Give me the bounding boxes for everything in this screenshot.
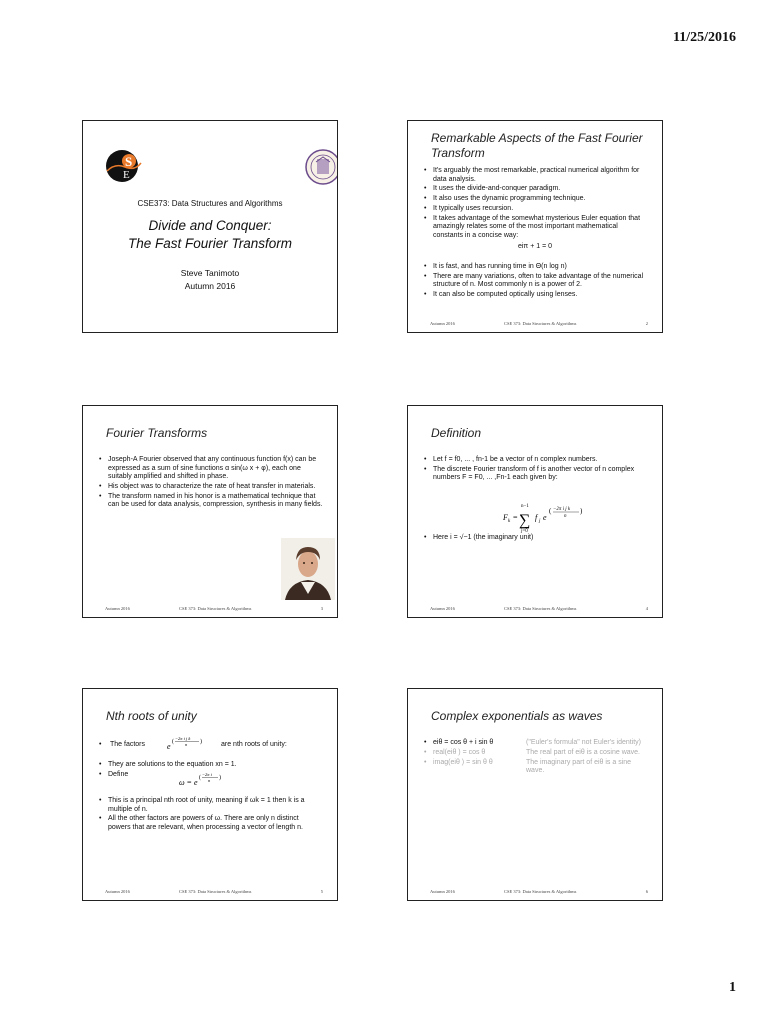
- list-item: • Define: [97, 771, 323, 780]
- list-item: • It typically uses recursion.: [422, 205, 648, 214]
- slide-title: Definition: [431, 426, 482, 440]
- list-item: • It can also be computed optically using lenses.: [422, 291, 648, 300]
- svg-text:e: e: [543, 513, 547, 522]
- slide-number: 4: [645, 606, 648, 611]
- list-item: • All the other factors are powers of ω. There are only n distinct powers that are relevant, when processing a vector of length n.: [97, 815, 323, 832]
- list-item: • It takes advantage of the somewhat mysterious Euler equation that amazingly relates some of the most important mathematical constants in a concise way:: [422, 215, 648, 241]
- bullet-list: [422, 739, 648, 775]
- fourier-portrait-image: [281, 538, 335, 600]
- svg-text:): ): [219, 775, 221, 781]
- svg-text:f: f: [535, 513, 538, 522]
- list-item: • imag(eiθ ) = sin θ θ The imaginary part of eiθ is a sine wave.: [422, 759, 648, 768]
- list-item: • This is a principal nth root of unity, meaning if ωk = 1 then k is a multiple of n.: [97, 797, 323, 814]
- svg-text:e: e: [167, 742, 171, 751]
- author-block: [83, 267, 337, 293]
- svg-text:n−1: n−1: [521, 504, 529, 509]
- svg-text:): ): [200, 739, 202, 745]
- slide-number: 2: [645, 321, 648, 326]
- omega-definition: [179, 770, 229, 790]
- svg-text:=: =: [513, 513, 518, 522]
- slide-4-definition: [407, 405, 663, 618]
- list-item: • The discrete Fourier transform of f is another vector of n complex numbers F = F0, ... ,Fn-1 each given by:: [422, 466, 648, 483]
- footer-course: CSE 373: Data Structures & Algorithms: [504, 889, 577, 894]
- footer-term: Autumn 2016: [430, 321, 455, 326]
- list-item: • real(eiθ ) = cos θ The real part of eiθ is a cosine wave.: [422, 749, 648, 758]
- svg-text:=: =: [187, 778, 192, 787]
- slide-title: Divide and Conquer: The Fast Fourier Transform: [127, 218, 293, 251]
- footer-course: CSE 373: Data Structures & Algorithms: [179, 889, 252, 894]
- slide-1-title: [82, 120, 338, 333]
- svg-text:∑: ∑: [519, 512, 531, 529]
- svg-text:e: e: [194, 778, 198, 787]
- slide-5-nth-roots: [82, 688, 338, 901]
- slide-title: Remarkable Aspects of the Fast Fourier Transform: [431, 131, 643, 160]
- course-name: CSE373: Data Structures and Algorithms: [137, 199, 283, 208]
- svg-text:−2π i j k: −2π i j k: [553, 507, 571, 512]
- list-item: • Let f = f0, ... , fn-1 be a vector of n complex numbers.: [422, 456, 648, 465]
- author-name: Steve Tanimoto: [180, 268, 240, 278]
- university-seal-icon: [305, 149, 338, 185]
- term: Autumn 2016: [184, 281, 236, 291]
- svg-text:−2π i j k: −2π i j k: [175, 736, 191, 741]
- bullet-list-2: [97, 797, 323, 834]
- slide-title: Nth roots of unity: [106, 709, 197, 723]
- bullet-list-2: [422, 534, 648, 544]
- svg-text:ω: ω: [179, 778, 185, 787]
- list-item: • They are solutions to the equation xn = 1.: [97, 761, 323, 770]
- slide-title: Complex exponentials as waves: [431, 709, 603, 723]
- bullet-list: [422, 456, 648, 484]
- factors-row: • The factors e ( −2π i j k n ) are nth roots of unity:: [99, 736, 287, 751]
- bullet-list: [97, 456, 323, 511]
- list-item: • It's arguably the most remarkable, practical numerical algorithm for data analysis.: [422, 167, 648, 184]
- euler-identity: eiπ + 1 = 0: [517, 242, 553, 250]
- page-number: 1: [729, 980, 736, 995]
- slide-6-complex-exponentials: [407, 688, 663, 901]
- footer-term: Autumn 2016: [430, 889, 455, 894]
- footer-term: Autumn 2016: [430, 606, 455, 611]
- list-item: • Joseph-A Fourier observed that any continuous function f(x) can be expressed as a sum of sine functions α sin(ω x + φ), each one suitably amplified and shifted in phase.: [97, 456, 323, 482]
- svg-text:n: n: [185, 742, 188, 747]
- slide-3-fourier-transforms: [82, 405, 338, 618]
- footer-course: CSE 373: Data Structures & Algorithms: [504, 606, 577, 611]
- svg-text:F: F: [503, 513, 508, 522]
- footer-course: CSE 373: Data Structures & Algorithms: [504, 321, 577, 326]
- svg-text:E: E: [123, 169, 130, 181]
- footer-course: CSE 373: Data Structures & Algorithms: [179, 606, 252, 611]
- factors-suffix: are nth roots of unity:: [221, 741, 287, 748]
- svg-text:j: j: [539, 519, 541, 524]
- list-item: • There are many variations, often to take advantage of the numerical structure of n. Most commonly n is a power of 2.: [422, 273, 648, 290]
- svg-text:(: (: [172, 739, 174, 745]
- slide-number: 5: [320, 889, 323, 894]
- list-item: • The transform named in his honor is a mathematical technique that can be used for data analysis, compression, synthesis in many fields.: [97, 493, 323, 510]
- slide-2-remarkable-aspects: [407, 120, 663, 333]
- list-item: • It is fast, and has running time in Θ(n log n): [422, 263, 648, 272]
- printout-date: 11/25/2016: [672, 30, 736, 45]
- svg-text:k: k: [508, 519, 511, 524]
- list-item: • eiθ = cos θ + i sin θ ("Euler's formula" not Euler's identity): [422, 739, 648, 748]
- svg-text:−2π i: −2π i: [202, 772, 212, 777]
- list-item: • It also uses the dynamic programming technique.: [422, 195, 648, 204]
- footer-term: Autumn 2016: [105, 889, 130, 894]
- svg-text:n: n: [208, 778, 211, 783]
- footer-term: Autumn 2016: [105, 606, 130, 611]
- svg-text:n: n: [564, 514, 567, 519]
- factor-formula: [167, 735, 211, 753]
- svg-text:): ): [580, 507, 583, 515]
- factors-label: The factors: [110, 741, 146, 748]
- svg-text:S: S: [125, 154, 133, 169]
- list-item: • His object was to characterize the rate of heat transfer in materials.: [97, 483, 323, 492]
- bullet-list: [422, 167, 648, 301]
- svg-text:j=0: j=0: [521, 529, 528, 534]
- slide-number: 6: [645, 889, 648, 894]
- list-item: • It uses the divide-and-conquer paradigm.: [422, 185, 648, 194]
- svg-text:(: (: [199, 775, 201, 781]
- dft-formula: [503, 498, 603, 538]
- cse-logo-icon: [105, 149, 143, 183]
- slide-number: 3: [320, 606, 323, 611]
- slide-title: Fourier Transforms: [106, 426, 208, 440]
- list-item: • Here i = √−1 (the imaginary unit): [422, 534, 648, 543]
- svg-text:(: (: [549, 507, 552, 515]
